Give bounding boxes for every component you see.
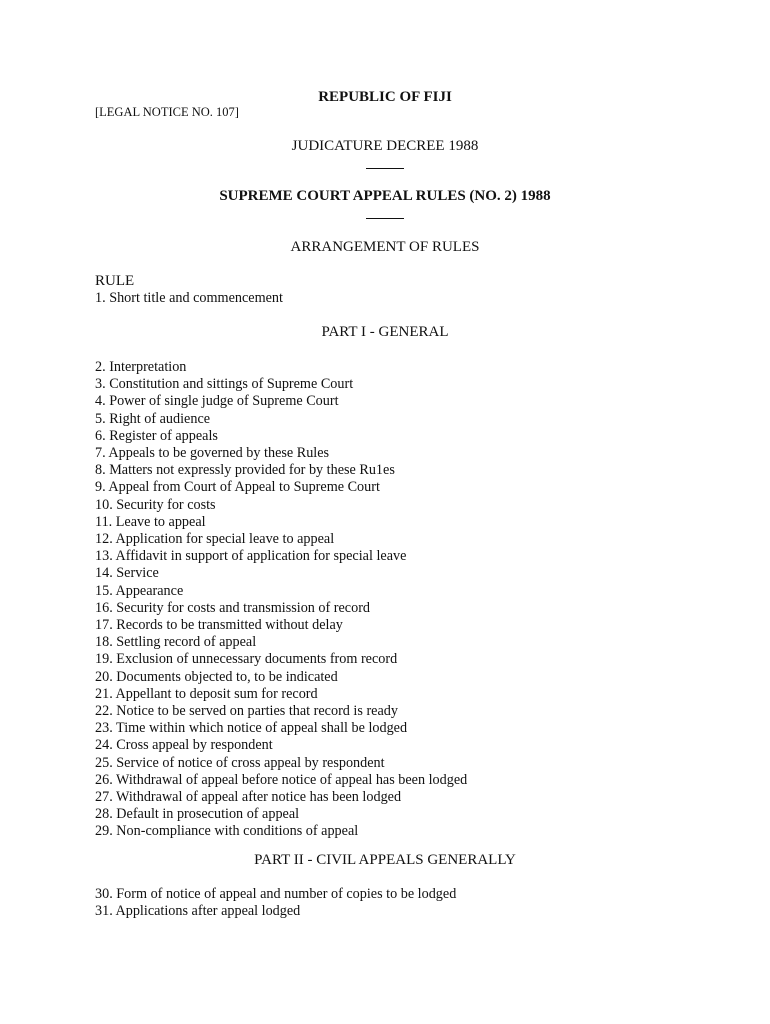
list-item: 14. Service (95, 565, 159, 582)
part-heading: PART I - GENERAL (321, 324, 449, 340)
part-heading: PART II - CIVIL APPEALS GENERALLY (254, 852, 516, 868)
list-item: 27. Withdrawal of appeal after notice has been lodged (95, 789, 402, 806)
list-item: 25. Service of notice of cross appeal by respondent (95, 754, 385, 771)
rule-column-heading: RULE (95, 273, 135, 289)
list-item: 20. Documents objected to, to be indicated (95, 668, 338, 685)
country-heading: REPUBLIC OF FIJI (318, 89, 452, 105)
list-item: 31. Applications after appeal lodged (95, 903, 301, 920)
list-item: 29. Non-compliance with conditions of appeal (95, 823, 359, 840)
list-item: 13. Affidavit in support of application for special leave (95, 548, 407, 565)
list-item: 4. Power of single judge of Supreme Court (95, 393, 339, 410)
list-item: 19. Exclusion of unnecessary documents from record (95, 651, 398, 668)
list-item: 7. Appeals to be governed by these Rules (95, 445, 330, 462)
list-item: 28. Default in prosecution of appeal (95, 806, 300, 823)
separator-line (366, 218, 404, 219)
list-item: 5. Right of audience (95, 410, 211, 427)
list-item: 17. Records to be transmitted without delay (95, 617, 343, 634)
part1-rule-list (95, 359, 467, 841)
list-item: 18. Settling record of appeal (95, 634, 257, 651)
list-item: 8. Matters not expressly provided for by these Ru1es (95, 462, 395, 479)
rules-title: SUPREME COURT APPEAL RULES (NO. 2) 1988 (219, 188, 551, 204)
list-item: 3. Constitution and sittings of Supreme Court (95, 376, 354, 393)
list-item: 10. Security for costs (95, 496, 216, 513)
legal-notice: [LEGAL NOTICE NO. 107] (95, 105, 239, 119)
list-item: 21. Appellant to deposit sum for record (95, 685, 318, 702)
list-item: 26. Withdrawal of appeal before notice of appeal has been lodged (95, 771, 468, 788)
list-item: 11. Leave to appeal (95, 513, 206, 530)
list-item: 6. Register of appeals (95, 427, 218, 444)
list-item: 2. Interpretation (95, 359, 187, 375)
list-item: 12. Application for special leave to appeal (95, 531, 335, 548)
list-item: 15. Appearance (95, 582, 184, 599)
separator-line (366, 168, 404, 169)
list-item: 1. Short title and commencement (95, 290, 283, 306)
part2-rule-list (95, 886, 456, 920)
preliminary-rule-list (95, 290, 283, 307)
list-item: 16. Security for costs and transmission of record (95, 599, 371, 616)
list-item: 23. Time within which notice of appeal shall be lodged (95, 720, 408, 737)
decree-title: JUDICATURE DECREE 1988 (291, 138, 479, 154)
list-item: 22. Notice to be served on parties that record is ready (95, 703, 398, 720)
arrangement-heading: ARRANGEMENT OF RULES (290, 239, 480, 255)
list-item: 30. Form of notice of appeal and number of copies to be lodged (95, 886, 457, 902)
list-item: 9. Appeal from Court of Appeal to Supreme Court (95, 479, 380, 496)
list-item: 24. Cross appeal by respondent (95, 737, 273, 754)
